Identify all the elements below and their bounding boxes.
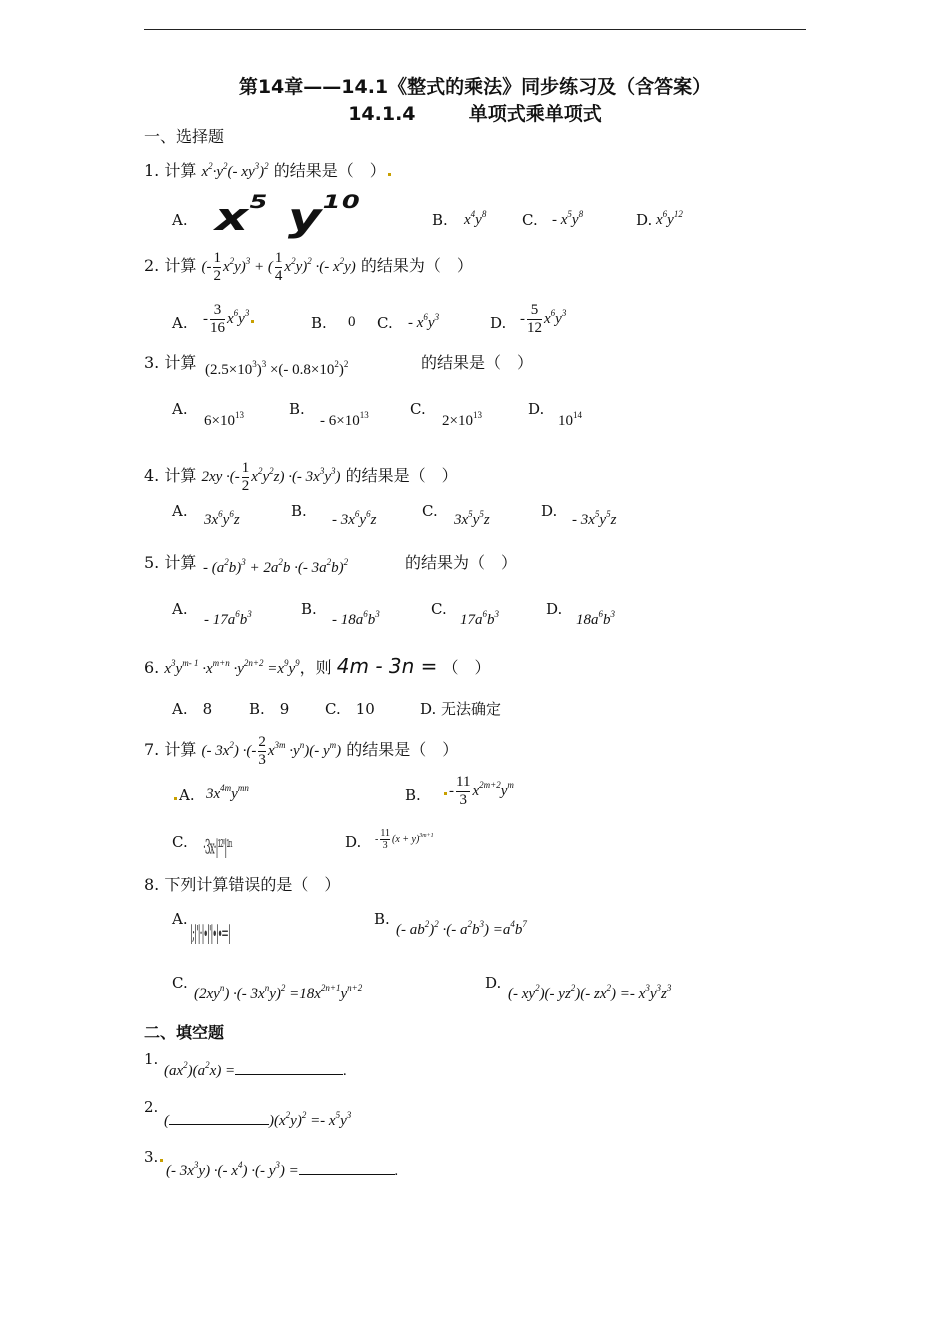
section-fill-heading: 二、填空题 xyxy=(144,1023,225,1042)
q2-option-a-value: - $\frac{3}{16}$ $x^6y^3$ xyxy=(203,302,256,337)
q8-option-b-value: (- $ab^2)^2$ ·(- $a^2b^3) =a^4b^7$ xyxy=(396,919,527,938)
q2-suffix: 的结果为（ ） xyxy=(360,255,473,275)
q1-expression: $x^2\cdot y^2(-$ $xy^3)^2$ xyxy=(201,161,269,180)
q8-option-a-label: A. xyxy=(172,910,188,928)
q5-suffix: 的结果为（ ） xyxy=(405,553,518,572)
question-1 xyxy=(144,158,393,181)
subtitle-number: 14.1.4 xyxy=(348,103,416,125)
q2-option-b-label: B. xyxy=(311,314,327,332)
q5-option-c-value: $17a^6b^3$ xyxy=(460,609,499,628)
question-2 xyxy=(144,250,473,285)
q5-option-a-label: A. xyxy=(172,600,188,618)
q5-option-b-value: - $18a^6b^3$ xyxy=(332,609,380,628)
q8-option-c-value: $(2xy^n)$ ·(- $3x^ny)^2 =18x^{2n+1}y^{n+2}$ xyxy=(194,983,363,1002)
question-5 xyxy=(144,550,196,573)
q4-option-b-label: B. xyxy=(291,502,307,520)
q1-option-c-label: C. xyxy=(522,211,538,229)
q8-option-d-value: (- $xy^2)(-$ $yz^2)(-$ $zx^2) =- x^3y^3z^3$ xyxy=(508,983,672,1002)
q5-expression: - $(a^2b)^3 + 2a^2b$ ·(- $3a^2b)^2$ xyxy=(203,557,349,576)
q2-option-d-value: - $\frac{5}{12}$ $x^6y^3$ xyxy=(520,302,567,336)
q8-option-c-label: C. xyxy=(172,974,188,992)
q3-suffix: 的结果是（ ） xyxy=(421,353,534,372)
q1-prefix: 1. 计算 xyxy=(144,161,197,180)
q6-option-a: A. 8 xyxy=(172,700,213,718)
dot-mark xyxy=(160,1159,163,1162)
q1-suffix: 的结果是（ ） xyxy=(273,161,386,180)
q1-option-c-value: - $x^5y^8$ xyxy=(552,209,584,228)
q6-option-b: B. 9 xyxy=(249,700,290,718)
dot-mark xyxy=(174,797,177,800)
q8-option-a-garbled: |;|'|·|∙|'|∙|∙=| xyxy=(190,924,230,946)
q4-option-c-label: C. xyxy=(422,502,438,520)
question-7 xyxy=(144,734,458,769)
q1-option-d-value: $x^6y^{12}$ xyxy=(656,209,683,228)
q5-option-d-value: $18a^6b^3$ xyxy=(576,609,615,628)
fill-1-blank[interactable] xyxy=(235,1060,343,1075)
q3-option-d-value: $10^{14}$ xyxy=(558,410,582,429)
q6-then: ，则 xyxy=(299,658,332,677)
q4-option-d-value: - $3x^5y^5z$ xyxy=(572,509,617,528)
q6-target: 4m - 3n = xyxy=(336,654,438,678)
q4-expression: 2xy ·(- $\frac{1}{2}$ $x^2y^2z$) ·(- $3x^3y^3$) xyxy=(201,460,341,494)
section-choice-heading: 一、选择题 xyxy=(144,127,225,146)
page-title: 第14章——14.1《整式的乘法》同步练习及（含答案） xyxy=(238,76,712,98)
q2-option-b-value: 0 xyxy=(348,314,356,330)
subtitle-name: 单项式乘单项式 xyxy=(468,103,602,125)
fill-1-expression: $(ax^2)(a^2x)$ = . xyxy=(164,1060,347,1079)
fill-3-expression: (- $3x^3y$) ·(- $x^4$) ·(- $y^3$) = . xyxy=(166,1160,399,1179)
q6-option-d: D. 无法确定 xyxy=(420,700,502,718)
q3-option-b-label: B. xyxy=(289,400,305,418)
dot-mark xyxy=(388,173,391,176)
q4-option-b-value: - $3x^6y^6z$ xyxy=(332,509,377,528)
q5-option-b-label: B. xyxy=(301,600,317,618)
q3-option-a-value: $6\times 10^{13}$ xyxy=(204,410,244,429)
q4-option-c-value: $3x^5y^5z$ xyxy=(454,509,490,528)
q7-prefix: 7. 计算 xyxy=(144,739,197,759)
q2-expression: (- $\frac{1}{2}$ $x^2y)^3$ + ( $\frac{1}{4}$ $x^2y)^2$ ·(- $x^2y$) xyxy=(201,250,356,284)
fill-2-expression: ( )$(x^2y)^2 =- x^5y^3$ xyxy=(164,1110,352,1129)
q5-option-c-label: C. xyxy=(431,600,447,618)
q7-option-d-label: D. xyxy=(345,833,362,851)
q7-suffix: 的结果是（ ） xyxy=(346,739,459,759)
q5-option-d-label: D. xyxy=(546,600,563,618)
fill-1-number: 1. xyxy=(144,1050,159,1068)
fill-3-number: 3. xyxy=(144,1148,165,1166)
q2-prefix: 2. 计算 xyxy=(144,255,197,275)
q2-option-c-value: - $x^6y^3$ xyxy=(408,312,440,331)
question-8: 8. 下列计算错误的是（ ） xyxy=(144,875,341,894)
fill-2-number: 2. xyxy=(144,1098,159,1116)
q1-option-b-value: $x^4y^8$ xyxy=(464,209,487,228)
header-rule xyxy=(144,29,806,30)
q8-option-b-label: B. xyxy=(374,910,390,928)
question-3 xyxy=(144,350,196,373)
q6-prefix: 6. xyxy=(144,658,160,677)
q3-option-a-label: A. xyxy=(172,400,188,418)
q7-option-c-garbled: ·3x·|¹²'|¹ⁿ xyxy=(203,838,232,860)
q3-option-c-value: $2\times 10^{13}$ xyxy=(442,410,482,429)
q8-option-d-label: D. xyxy=(485,974,502,992)
q6-paren: （ ） xyxy=(442,658,491,677)
q4-option-a-value: $3x^6y^6z$ xyxy=(204,509,240,528)
q7-option-d-value: - $\frac{11}{3}$ $(x + y)^{3m+1}$ xyxy=(375,828,434,851)
q1-option-b-label: B. xyxy=(432,211,448,229)
q6-option-c: C. 10 xyxy=(325,700,375,718)
q1-option-a-label: A. xyxy=(172,211,188,229)
q1-option-d-label: D. xyxy=(636,211,653,229)
q2-option-a-label: A. xyxy=(172,314,188,332)
q7-option-a-value: $3x^{4m}y^{mn}$ xyxy=(206,783,249,802)
q4-option-d-label: D. xyxy=(541,502,558,520)
q7-option-a-label: A. xyxy=(172,786,195,804)
q3-option-b-value: - $6\times 10^{13}$ xyxy=(320,410,369,429)
q2-option-c-label: C. xyxy=(377,314,393,332)
dot-mark xyxy=(251,320,254,323)
q5-option-a-value: - $17a^6b^3$ xyxy=(204,609,252,628)
q3-option-d-label: D. xyxy=(528,400,545,418)
q6-expression: $x^3y^{m- 1} \cdot x^{m+n} \cdot y^{2n+2} =x^9y^9$ xyxy=(164,658,300,677)
q7-option-b-value: - $\frac{11}{3}$ $x^{2m+2}y^m$ xyxy=(442,774,514,809)
q7-option-b-label: B. xyxy=(405,786,421,804)
dot-mark xyxy=(444,792,447,795)
q4-suffix: 的结果是（ ） xyxy=(345,465,458,485)
q3-prefix: 3. 计算 xyxy=(144,353,197,372)
q7-option-c-label: C. xyxy=(172,833,188,851)
q3-option-c-label: C. xyxy=(410,400,426,418)
q1-option-a-value: $x^5$ $y^{10}$ xyxy=(215,191,362,239)
question-4 xyxy=(144,460,458,495)
q5-prefix: 5. 计算 xyxy=(144,553,197,572)
q3-expression: $(2.5\times 10^3)^3$ ×(- $0.8\times 10^2)^2$ xyxy=(205,359,349,378)
q7-expression: (- $3x^2$) ·(- $\frac{2}{3}$ $x^{3m} \cdot y^n)(-$ $y^m$) xyxy=(201,734,342,768)
question-6 xyxy=(144,654,491,678)
fill-2-blank[interactable] xyxy=(169,1110,269,1125)
fill-3-blank[interactable] xyxy=(299,1160,395,1175)
q2-option-d-label: D. xyxy=(490,314,507,332)
q4-prefix: 4. 计算 xyxy=(144,465,197,485)
q4-option-a-label: A. xyxy=(172,502,188,520)
page-subtitle xyxy=(144,99,806,126)
